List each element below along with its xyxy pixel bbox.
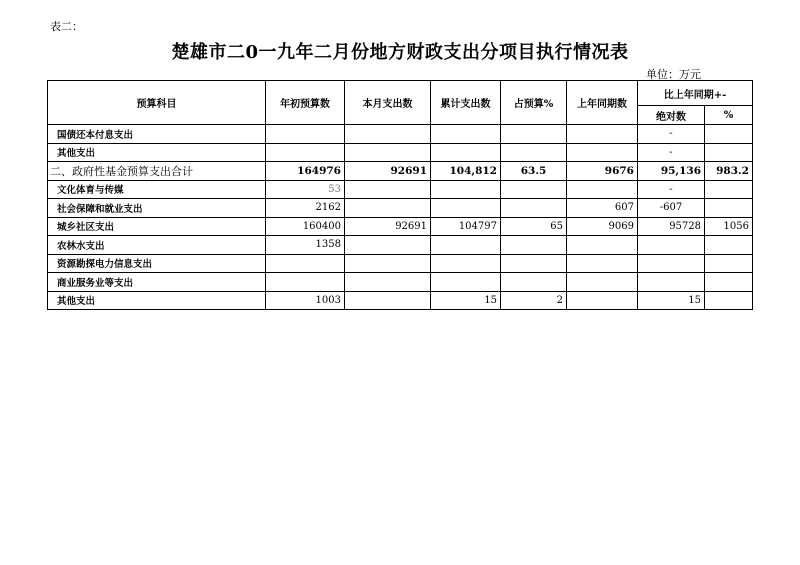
cell-ratio <box>501 125 567 144</box>
cell-initial <box>266 273 345 292</box>
row-name: 城乡社区支出 <box>48 217 266 236</box>
cell-cumulative <box>431 180 501 199</box>
cell-initial: 1003 <box>266 291 345 310</box>
cell-cumulative <box>431 254 501 273</box>
cell-percent <box>705 143 753 162</box>
expenditure-table <box>47 80 753 310</box>
cell-absolute: 15 <box>638 291 705 310</box>
cell-initial: 53 <box>266 180 345 199</box>
page-title: 楚雄市二0一九年二月份地方财政支出分项目执行情况表 <box>171 42 629 63</box>
cell-percent <box>705 180 753 199</box>
cell-ratio <box>501 199 567 218</box>
row-name: 商业服务业等支出 <box>48 273 266 292</box>
table-row <box>48 291 753 310</box>
cell-last-year <box>567 254 638 273</box>
cell-month <box>345 273 431 292</box>
cell-absolute: - <box>638 180 705 199</box>
cell-initial: 2162 <box>266 199 345 218</box>
cell-last-year <box>567 236 638 255</box>
cell-percent <box>705 236 753 255</box>
cell-cumulative <box>431 236 501 255</box>
cell-cumulative <box>431 125 501 144</box>
cell-cumulative: 104,812 <box>431 162 501 181</box>
cell-last-year <box>567 291 638 310</box>
cell-initial <box>266 254 345 273</box>
cell-absolute: - <box>638 125 705 144</box>
cell-last-year <box>567 125 638 144</box>
header-initial-budget: 年初预算数 <box>266 81 345 125</box>
cell-absolute: 95728 <box>638 217 705 236</box>
header-last-year: 上年同期数 <box>567 81 638 125</box>
cell-ratio: 2 <box>501 291 567 310</box>
cell-absolute: - <box>638 143 705 162</box>
cell-month <box>345 180 431 199</box>
cell-absolute <box>638 236 705 255</box>
table-row <box>48 217 753 236</box>
table-row <box>48 199 753 218</box>
cell-last-year <box>567 273 638 292</box>
cell-percent: 1056 <box>705 217 753 236</box>
header-cumulative-expenditure: 累计支出数 <box>431 81 501 125</box>
header-absolute: 绝对数 <box>638 106 705 125</box>
cell-cumulative <box>431 199 501 218</box>
cell-last-year: 9676 <box>567 162 638 181</box>
cell-ratio <box>501 273 567 292</box>
table-row <box>48 125 753 144</box>
cell-absolute: 95,136 <box>638 162 705 181</box>
cell-cumulative <box>431 143 501 162</box>
cell-percent: 983.2 <box>705 162 753 181</box>
row-name: 社会保障和就业支出 <box>48 199 266 218</box>
header-percent: % <box>705 106 753 125</box>
cell-percent <box>705 254 753 273</box>
cell-percent <box>705 273 753 292</box>
cell-absolute: -607 <box>638 199 705 218</box>
cell-cumulative: 15 <box>431 291 501 310</box>
row-name: 文化体育与传媒 <box>48 180 266 199</box>
cell-percent <box>705 199 753 218</box>
row-name: 其他支出 <box>48 143 266 162</box>
cell-ratio <box>501 236 567 255</box>
cell-ratio <box>501 143 567 162</box>
cell-month <box>345 125 431 144</box>
cell-ratio <box>501 254 567 273</box>
header-budget-ratio: 占预算% <box>501 81 567 125</box>
table-row <box>48 236 753 255</box>
cell-ratio: 65 <box>501 217 567 236</box>
row-name: 国债还本付息支出 <box>48 125 266 144</box>
cell-month: 92691 <box>345 217 431 236</box>
table-row-total <box>48 162 753 181</box>
header-month-expenditure: 本月支出数 <box>345 81 431 125</box>
unit-label: 单位：万元 <box>646 68 701 81</box>
cell-month <box>345 199 431 218</box>
cell-absolute <box>638 254 705 273</box>
cell-absolute <box>638 273 705 292</box>
cell-month <box>345 143 431 162</box>
table-row <box>48 143 753 162</box>
row-name: 农林水支出 <box>48 236 266 255</box>
row-name: 资源勘探电力信息支出 <box>48 254 266 273</box>
table-row <box>48 254 753 273</box>
cell-last-year <box>567 143 638 162</box>
cell-month <box>345 254 431 273</box>
row-name: 二、政府性基金预算支出合计 <box>48 162 266 181</box>
cell-initial: 160400 <box>266 217 345 236</box>
header-compare-last-year: 比上年同期+- <box>638 81 753 106</box>
cell-month <box>345 236 431 255</box>
table-row <box>48 180 753 199</box>
table-number-note: 表二： <box>50 20 83 33</box>
cell-initial <box>266 125 345 144</box>
cell-initial <box>266 143 345 162</box>
cell-last-year: 607 <box>567 199 638 218</box>
header-subject: 预算科目 <box>48 81 266 125</box>
cell-month <box>345 291 431 310</box>
cell-percent <box>705 125 753 144</box>
cell-ratio: 63.5 <box>501 162 567 181</box>
cell-initial: 1358 <box>266 236 345 255</box>
cell-cumulative: 104797 <box>431 217 501 236</box>
cell-ratio <box>501 180 567 199</box>
cell-last-year <box>567 180 638 199</box>
cell-month: 92691 <box>345 162 431 181</box>
cell-last-year: 9069 <box>567 217 638 236</box>
table-row <box>48 273 753 292</box>
cell-initial: 164976 <box>266 162 345 181</box>
cell-cumulative <box>431 273 501 292</box>
row-name: 其他支出 <box>48 291 266 310</box>
cell-percent <box>705 291 753 310</box>
